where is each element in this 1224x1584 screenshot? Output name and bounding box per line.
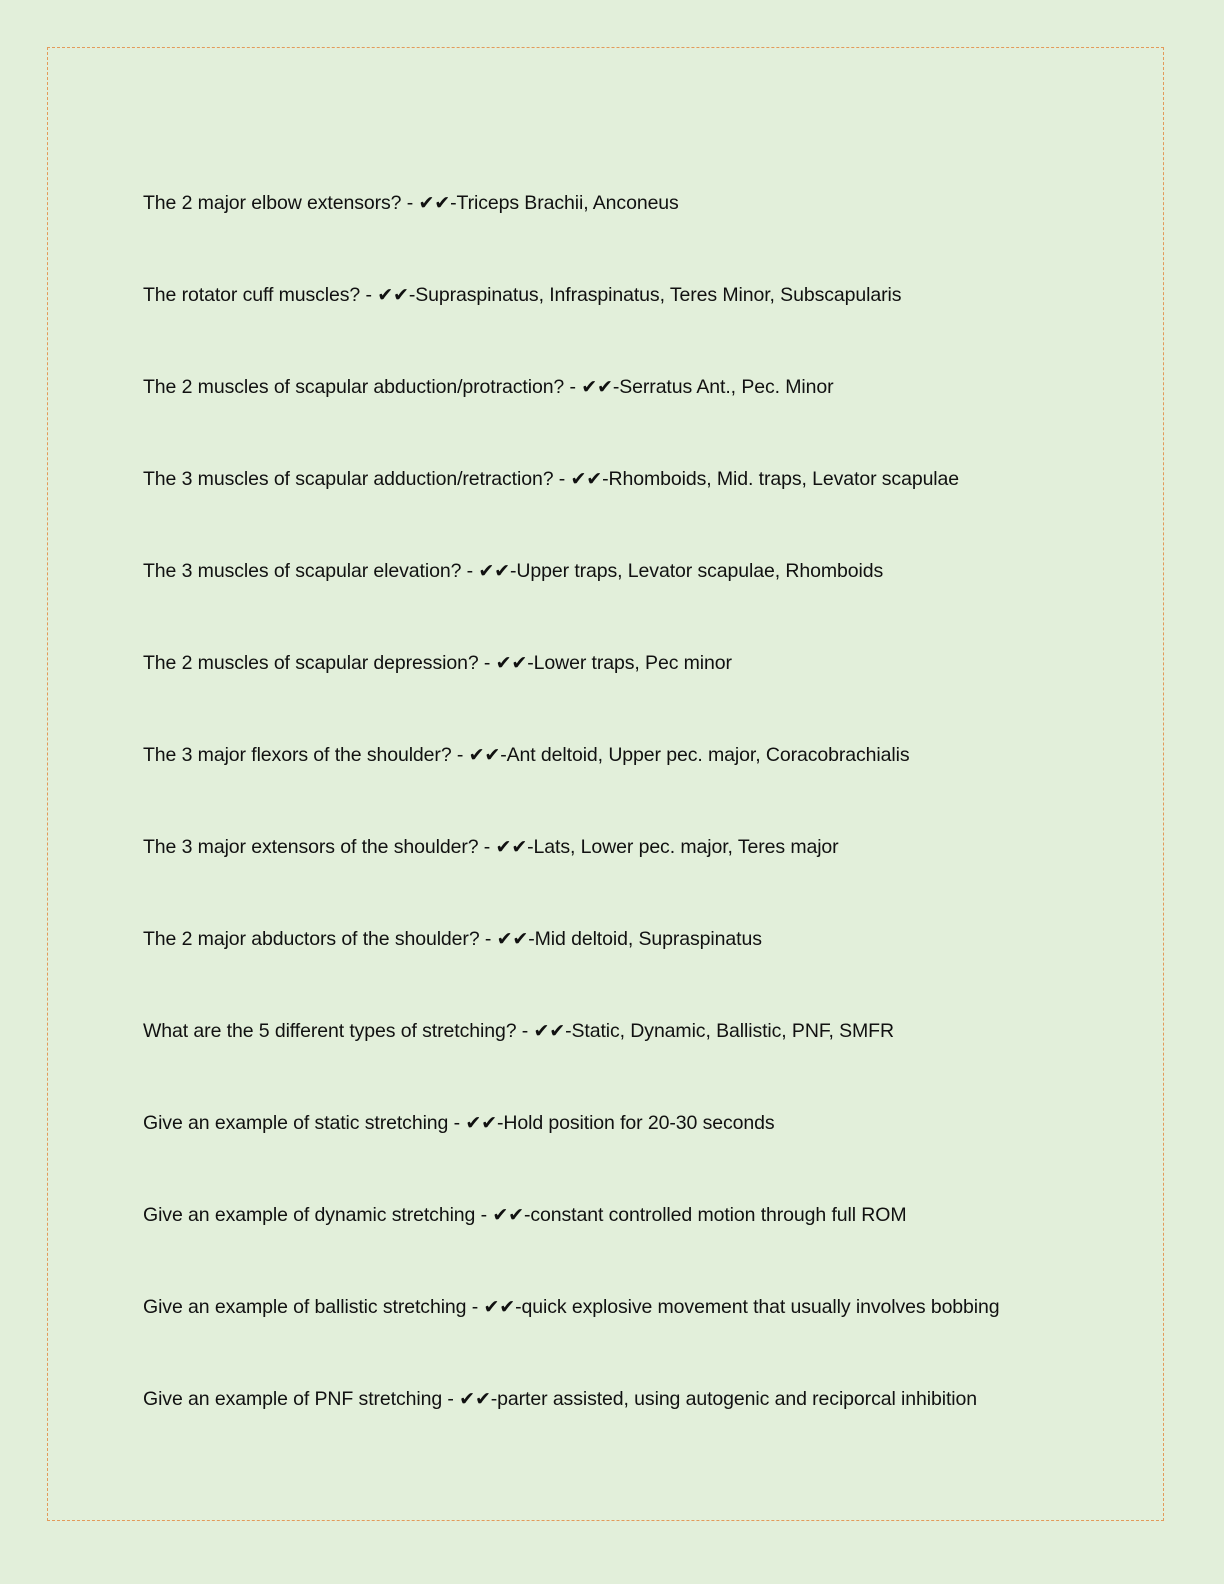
answer-text: -Upper traps, Levator scapulae, Rhomboids (510, 560, 884, 582)
separator: - (401, 192, 419, 214)
question-text: The rotator cuff muscles? (143, 284, 361, 306)
question-text: The 2 muscles of scapular abduction/protraction? (143, 376, 565, 398)
separator: - (479, 928, 497, 950)
qa-item (143, 1202, 1143, 1294)
question-text: Give an example of static stretching (143, 1112, 449, 1134)
separator: - (448, 1112, 466, 1134)
answer-text: -Triceps Brachii, Anconeus (450, 192, 679, 214)
check-mark-icon: ✔✔ (495, 836, 528, 858)
check-mark-icon: ✔✔ (468, 744, 501, 766)
question-text: The 3 major extensors of the shoulder? (143, 836, 479, 858)
check-mark-icon: ✔✔ (492, 1204, 524, 1226)
separator: - (475, 1204, 493, 1226)
check-mark-icon: ✔✔ (496, 928, 529, 950)
check-mark-icon: ✔✔ (377, 284, 409, 306)
answer-text: -Rhomboids, Mid. traps, Levator scapulae (602, 468, 960, 490)
question-text: The 3 muscles of scapular elevation? (143, 560, 462, 582)
question-text: The 3 muscles of scapular adduction/retraction? (143, 468, 554, 490)
qa-item (143, 190, 1143, 282)
question-text: The 2 major elbow extensors? (143, 192, 402, 214)
separator: - (516, 1020, 534, 1042)
answer-text: -constant controlled motion through full ROM (523, 1204, 907, 1226)
qa-item (143, 926, 1143, 1018)
question-text: The 2 major abductors of the shoulder? (143, 928, 480, 950)
separator: - (478, 652, 496, 674)
qa-item (143, 834, 1143, 926)
check-mark-icon: ✔✔ (495, 652, 528, 674)
question-text: The 3 major flexors of the shoulder? (143, 744, 452, 766)
separator: - (466, 1296, 484, 1318)
answer-text: -quick explosive movement that usually involves bobbing (515, 1296, 1000, 1318)
answer-text: -Ant deltoid, Upper pec. major, Coracobrachialis (500, 744, 910, 766)
check-mark-icon: ✔✔ (465, 1112, 497, 1134)
answer-text: -Lower traps, Pec minor (527, 652, 732, 674)
separator: - (478, 836, 496, 858)
qa-item (143, 742, 1143, 834)
check-mark-icon: ✔✔ (478, 560, 510, 582)
question-text: The 2 muscles of scapular depression? (143, 652, 479, 674)
check-mark-icon: ✔✔ (581, 376, 613, 398)
question-text: Give an example of dynamic stretching (143, 1204, 476, 1226)
answer-text: -Hold position for 20-30 seconds (496, 1112, 775, 1134)
answer-text: -parter assisted, using autogenic and reciporcal inhibition (490, 1388, 977, 1410)
check-mark-icon: ✔✔ (483, 1296, 516, 1318)
question-text: Give an example of ballistic stretching (143, 1296, 467, 1318)
qa-item (143, 1018, 1143, 1110)
qa-item (143, 1294, 1143, 1386)
answer-text: -Supraspinatus, Infraspinatus, Teres Minor, Subscapularis (408, 284, 902, 306)
qa-item (143, 466, 1143, 558)
check-mark-icon: ✔✔ (570, 468, 603, 490)
qa-item (143, 650, 1143, 742)
separator: - (553, 468, 571, 490)
answer-text: -Mid deltoid, Supraspinatus (528, 928, 762, 950)
answer-text: -Serratus Ant., Pec. Minor (612, 376, 834, 398)
qa-item (143, 1386, 1143, 1478)
qa-list (143, 190, 1143, 1478)
separator: - (564, 376, 582, 398)
check-mark-icon: ✔✔ (533, 1020, 566, 1042)
question-text: Give an example of PNF stretching (143, 1388, 443, 1410)
answer-text: -Static, Dynamic, Ballistic, PNF, SMFR (565, 1020, 894, 1042)
check-mark-icon: ✔✔ (459, 1388, 491, 1410)
separator: - (451, 744, 469, 766)
separator: - (360, 284, 378, 306)
qa-item (143, 1110, 1143, 1202)
qa-item (143, 558, 1143, 650)
qa-item (143, 282, 1143, 374)
separator: - (442, 1388, 460, 1410)
separator: - (461, 560, 479, 582)
answer-text: -Lats, Lower pec. major, Teres major (527, 836, 839, 858)
question-text: What are the 5 different types of stretching? (143, 1020, 517, 1042)
qa-item (143, 374, 1143, 466)
check-mark-icon: ✔✔ (418, 192, 451, 214)
